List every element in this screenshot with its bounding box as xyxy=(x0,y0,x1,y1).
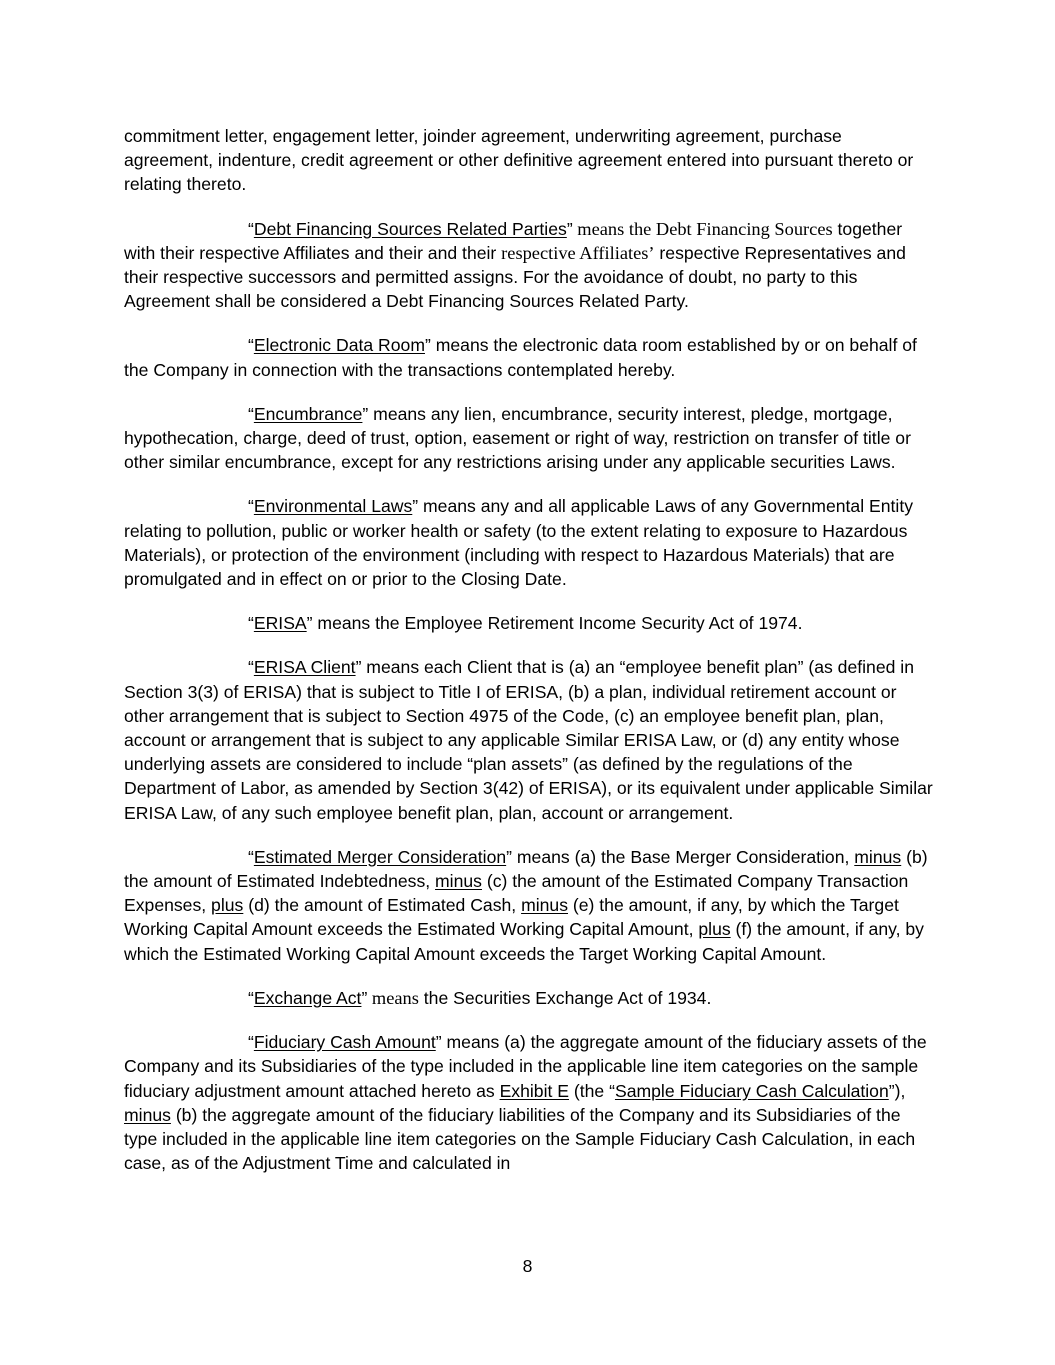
definition-encumbrance: “Encumbrance” means any lien, encumbrance, security interest, pledge, mortgage, hypothecation, charge, deed of trust, option, easement or right of way, restriction on transfer of title or other similar encumbrance, except for any restrictions arising under any applicable securities Laws. xyxy=(124,403,911,473)
defined-term: Environmental Laws xyxy=(253,496,413,517)
paragraph-continuation: commitment letter, engagement letter, joinder agreement, underwriting agreement, purchase agreement, indenture, credit agreement or other definitive agreement entered into pursuant thereto or relating thereto. xyxy=(124,126,914,195)
defined-term: Debt Financing Sources Related Parties xyxy=(253,218,567,239)
defined-term: ERISA xyxy=(253,613,307,634)
page-number: 8 xyxy=(522,1256,533,1276)
definition-fiduciary-cash-amount: “Fiduciary Cash Amount” means (a) the aggregate amount of the fiduciary assets of the Company and its Subsidiaries of the type included in the applicable line item categories on the sample fiduciary adjustment amount attached hereto as Exhibit E (the “Sample Fiduciary Cash Calculation”), minus (b) the aggregate amount of the fiduciary liabilities of the Company and its Subsidiaries of the type included in the applicable line item categories on the Sample Fiduciary Cash Calculation, in each case, as of the Adjustment Time and calculated in xyxy=(124,1032,927,1174)
definition-erisa-client: “ERISA Client” means each Client that is (a) an “employee benefit plan” (as defined in Section 3(3) of ERISA) that is subject to Title I of ERISA, (b) a plan, individual retirement account or other arrangement that is subject to Section 4975 of the Code, (c) an employee benefit plan, plan, account or arrangement that is subject to any applicable Similar ERISA Law, or (d) any entity whose underlying assets are considered to include “plan assets” (as defined by the regulations of the Department of Labor, as amended by Section 3(42) of ERISA), or its equivalent under applicable Similar ERISA Law, of any such employee benefit plan, plan, account or arrangement. xyxy=(124,657,933,823)
definition-exchange-act: “Exchange Act” means the Securities Exchange Act of 1934. xyxy=(248,987,712,1008)
definition-estimated-merger-consideration: “Estimated Merger Consideration” means (a) the Base Merger Consideration, minus (b) the amount of Estimated Indebtedness, minus (c) the amount of the Estimated Company Transaction Expenses, plus (d) the amount of Estimated Cash, minus (e) the amount, if any, by which the Target Working Capital Amount exceeds the Estimated Working Capital Amount, plus (f) the amount, if any, by which the Estimated Working Capital Amount exceeds the Target Working Capital Amount. xyxy=(124,846,928,964)
defined-term: ERISA Client xyxy=(253,657,356,678)
document-page xyxy=(124,124,934,1195)
definition-electronic-data-room: “Electronic Data Room” means the electronic data room established by or on behalf of the Company in connection with the transactions contemplated hereby. xyxy=(124,335,917,380)
defined-term: Encumbrance xyxy=(253,403,363,424)
definition-debt-financing-sources-related-parties: “Debt Financing Sources Related Parties” means the Debt Financing Sources together with their respective Affiliates and their and their respective Affiliates’ respective Representatives and their respective successors and permitted assigns. For the avoidance of doubt, no party to this Agreement shall be considered a Debt Financing Sources Related Party. xyxy=(124,218,906,312)
defined-term: Estimated Merger Consideration xyxy=(253,846,507,867)
defined-term: Exchange Act xyxy=(253,987,362,1008)
definition-erisa: “ERISA” means the Employee Retirement Income Security Act of 1974. xyxy=(248,613,803,634)
definition-environmental-laws: “Environmental Laws” means any and all applicable Laws of any Governmental Entity relating to pollution, public or worker health or safety (to the extent relating to exposure to Hazardous Materials), or protection of the environment (including with respect to Hazardous Materials) that are promulgated and in effect on or prior to the Closing Date. xyxy=(124,496,913,590)
defined-term: Electronic Data Room xyxy=(253,335,425,356)
defined-term: Fiduciary Cash Amount xyxy=(253,1032,436,1053)
